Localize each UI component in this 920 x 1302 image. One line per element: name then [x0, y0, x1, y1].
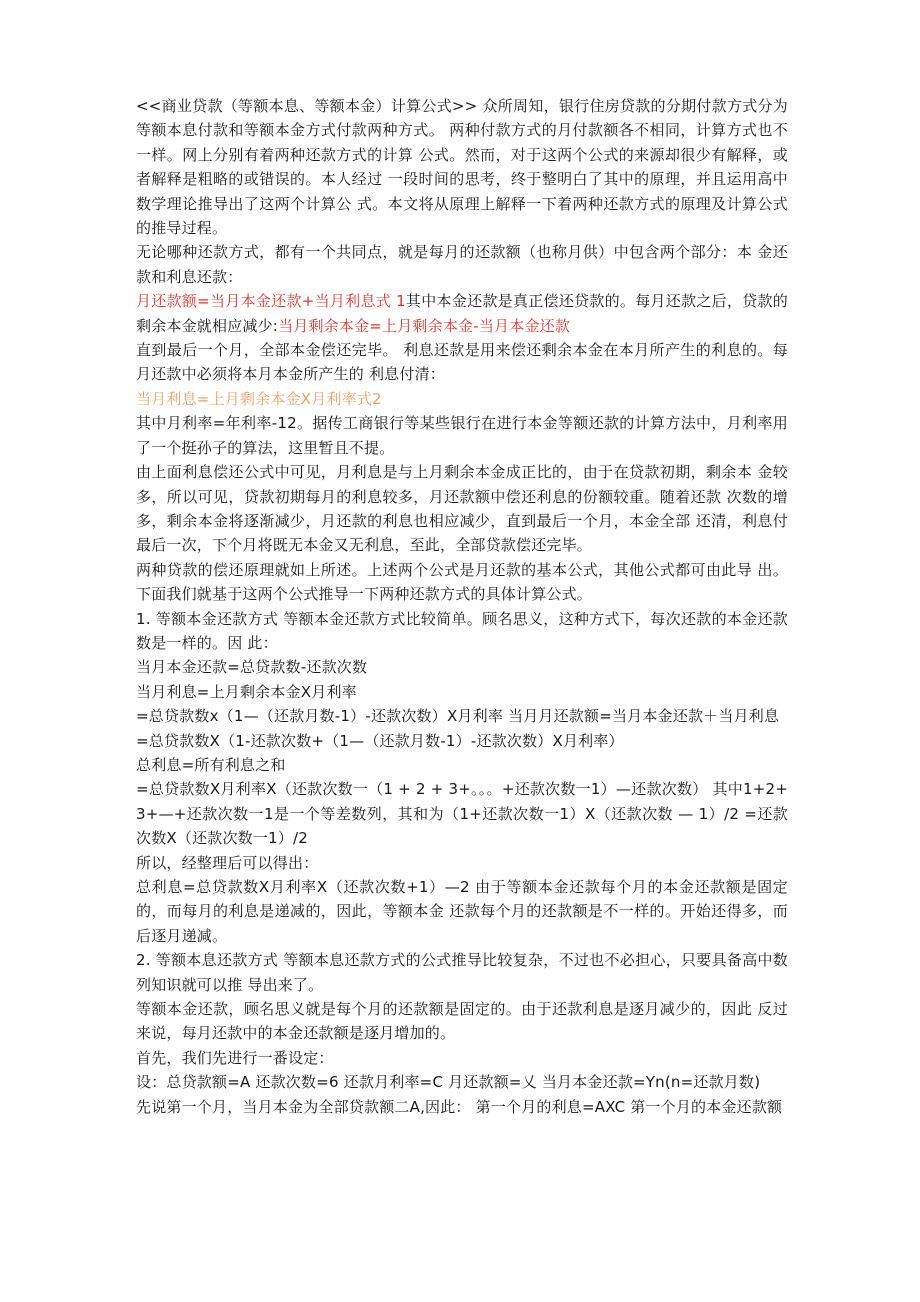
equation-line: 当月本金还款=总贷款数-还款次数 — [136, 658, 368, 677]
formula-1-explanation: 其中本金还款是真正偿还贷款的。每月还款之后，贷款的剩余本金就相应减少: — [136, 292, 789, 335]
document-body — [136, 94, 788, 1119]
monthly-rate-paragraph: 其中月利率=年利率-12。据传工商银行等某些银行在进行本金等额还款的计算方法中，月利率用了一个挺孙子的算法，这里暂且不提。 — [136, 414, 788, 457]
remaining-principal-formula: 当月剩余本金=上月剩余本金-当月本金还款 — [278, 316, 571, 335]
equation-line: 首先，我们先进行一番设定： — [136, 1048, 334, 1067]
equation-line: =总贷款数x（1—（还款月数-1）-还款次数）X月利率 当月月还款额=当月本金还款＋当月利息 — [136, 707, 780, 726]
formula-1-paragraph — [136, 289, 788, 338]
equal-payment-explanation: 等额本金还款，顾名思义就是每个月的还款额是固定的。由于还款利息是逐月减少的，因此 反过来说，每月还款中的本金还款额是逐月增加的。 — [136, 1000, 788, 1043]
intro-paragraph: <<商业贷款（等额本息、等额本金）计算公式>> 众所周知，银行住房贷款的分期付款方式分为等额本息付款和等额本金方式付款两种方式。 两种付款方式的月付款额各不相同，计算方式也不一样。网上分别有着两种还款方式的计算 公式。然而，对于这两个公式的来源却很少有解释，或者解释是粗略的或错误的。本人经过 一段时间的思考，终于整明白了其中的原理，并且运用高中数学理论推导出了这两个计算公 式。本文将从原理上解释一下着两种还款方式的原理及计算公式的推导过程。 — [136, 97, 788, 238]
interest-trend-paragraph: 由上面利息偿还公式中可见，月利息是与上月剩余本金成正比的，由于在贷款初期，剩余本 金较多，所以可见，贷款初期每月的利息较多，月还款额中偿还利息的份额较重。随着还款 次数的增多，剩余本金将逐渐减少，月还款的利息也相应减少，直到最后一个月，本金全部 还清，利息付最后一次，下个月将既无本金又无利息，至此，全部贷款偿还完毕。 — [136, 463, 788, 555]
equation-line: 当月利息=上月剩余本金X月利率 — [136, 682, 357, 701]
equation-line: 总利息=所有利息之和 — [136, 755, 286, 774]
equation-line: =总贷款数X（1-还款次数+（1—（还款月数-1）-还款次数）X月利率） — [136, 731, 624, 750]
total-interest-result-paragraph: 总利息=总贷款数X月利率X（还款次数+1）—2 由于等额本金还款每个月的本金还款额是固定的，而每月的利息是递减的，因此，等额本金 还款每个月的还款额是不一样的。开始还得多，而后逐月递减。 — [136, 878, 788, 945]
section-1-heading-paragraph: 1. 等额本金还款方式 等额本金还款方式比较简单。顾名思义，这种方式下，每次还款的本金还款数是一样的。因 此： — [136, 609, 788, 652]
total-interest-derivation: =总贷款数X月利率X（还款次数一（1 + 2 + 3+。。。+还款次数一1）—还款次数） 其中1+2+3+—+还款次数一1是一个等差数列，其和为（1+还款次数一1）X（还款次数 — 1）/2 =还款次数X（还款次数一1）/2 — [136, 780, 788, 848]
section-2-heading-paragraph: 2. 等额本息还款方式 等额本息还款方式的公式推导比较复杂，不过也不必担心，只要具备高中数列知识就可以推 导出来了。 — [136, 951, 788, 994]
definitions-line: 设：总贷款额=A 还款次数=6 还款月利率=C 月还款额=乂 当月本金还款=Yn(n=还款月数) — [136, 1073, 761, 1092]
equation-line: 所以，经整理后可以得出： — [136, 853, 319, 872]
formula-1: 月还款额=当月本金还款+当月利息式 1 — [136, 292, 406, 311]
formula-2: 当月利息=上月剩余本金X月利率式2 — [136, 389, 382, 408]
principle-summary-paragraph: 两种贷款的偿还原理就如上所述。上述两个公式是月还款的基本公式，其他公式都可由此导 出。下面我们就基于这两个公式推导一下两种还款方式的具体计算公式。 — [136, 560, 788, 604]
interest-explanation-paragraph: 直到最后一个月，全部本金偿还完毕。 利息还款是用来偿还剩余本金在本月所产生的利息的。每月还款中必须将本月本金所产生的 利息付清： — [136, 341, 788, 384]
first-month-paragraph: 先说第一个月，当月本金为全部贷款额二A,因此： 第一个月的利息=AXC 第一个月的本金还款额 — [136, 1097, 783, 1116]
common-point-paragraph: 无论哪种还款方式，都有一个共同点，就是每月的还款额（也称月供）中包含两个部分：本 金还款和利息还款： — [136, 243, 788, 286]
